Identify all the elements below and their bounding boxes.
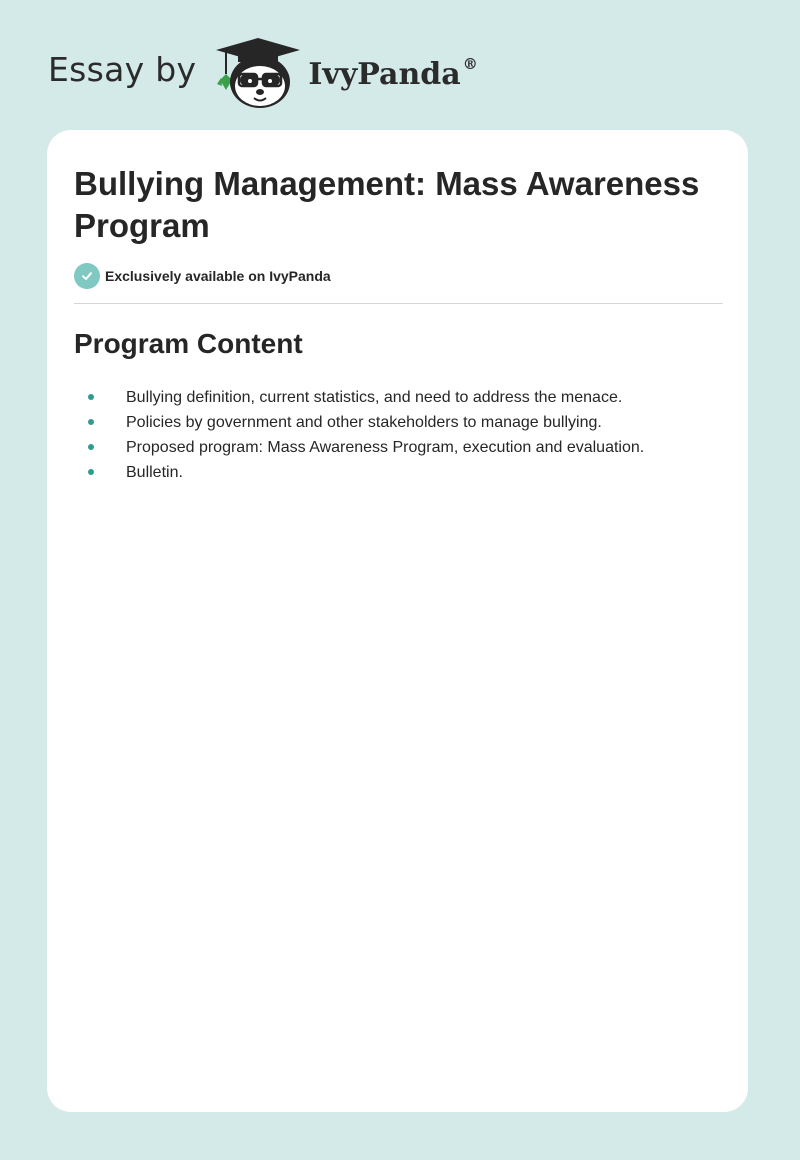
divider	[74, 303, 723, 304]
check-circle-icon	[74, 263, 100, 289]
bullet-dot-icon	[88, 444, 94, 450]
exclusive-badge	[74, 263, 331, 289]
essay-by-label: Essay by	[48, 49, 197, 89]
bullet-dot-icon	[88, 394, 94, 400]
list-item-text: Bullying definition, current statistics, and need to address the menace.	[126, 389, 623, 406]
exclusive-label: Exclusively available on IvyPanda	[105, 268, 331, 284]
list-item-text: Policies by government and other stakeholders to manage bullying.	[126, 414, 602, 431]
list-item	[87, 435, 644, 460]
list-item	[87, 385, 644, 410]
bullet-dot-icon	[88, 419, 94, 425]
bullet-dot-icon	[88, 469, 94, 475]
list-item	[87, 460, 644, 485]
list-item-text: Proposed program: Mass Awareness Program, execution and evaluation.	[126, 439, 645, 456]
header	[48, 34, 478, 110]
program-content-list	[87, 385, 644, 485]
section-heading: Program Content	[74, 328, 303, 359]
list-item	[87, 410, 644, 435]
panda-graduate-logo-icon	[212, 34, 304, 110]
list-item-text: Bulletin.	[126, 464, 183, 481]
registered-mark: ®	[462, 54, 478, 73]
essay-card	[47, 130, 748, 1112]
page-title: Bullying Management: Mass Awareness Program	[74, 165, 700, 244]
brand-name: IvyPanda ®	[308, 54, 478, 92]
